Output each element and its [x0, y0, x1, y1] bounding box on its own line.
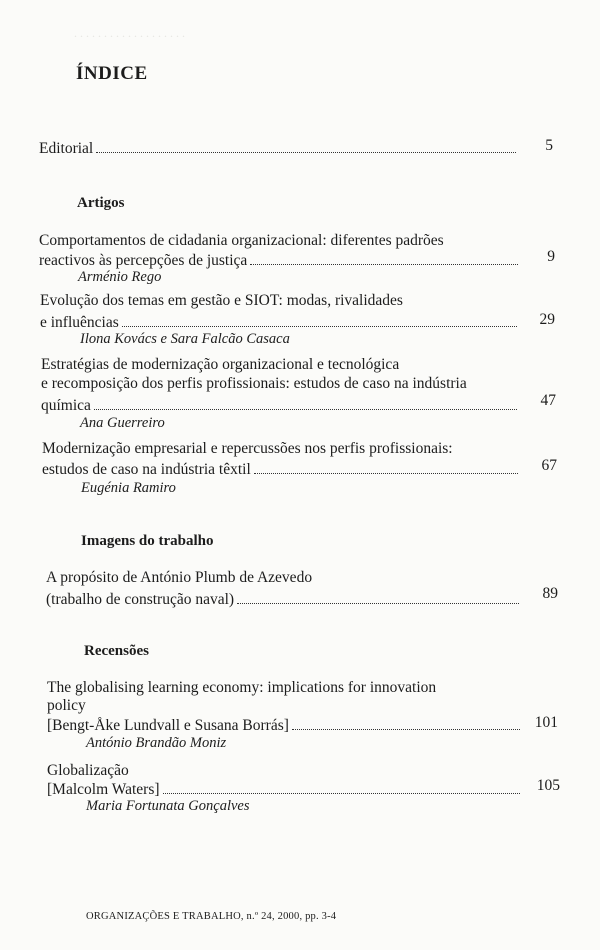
section-heading-recensoes: Recensões [84, 643, 149, 659]
toc-entry-title-line[interactable]: policy [47, 697, 86, 714]
page-title: ÍNDICE [76, 63, 148, 84]
toc-entry-title-line[interactable]: The globalising learning economy: implications for innovation [47, 679, 437, 696]
toc-entry-author: Arménio Rego [78, 269, 162, 285]
section-heading-imagens-do-trabalho: Imagens do trabalho [81, 533, 214, 549]
toc-entry-author: António Brandão Moniz [86, 735, 227, 751]
toc-entry-title-line[interactable]: Globalização [47, 762, 129, 779]
toc-entry-title-last-line[interactable]: estudos de caso na indústria têxtil [42, 460, 521, 479]
toc-page-number: 105 [536, 777, 560, 794]
toc-entry-title-last-line[interactable]: química [41, 396, 520, 415]
toc-entry-editorial[interactable] [39, 139, 519, 158]
toc-entry-title-line[interactable]: A propósito de António Plumb de Azevedo [46, 569, 313, 586]
section-heading-artigos: Artigos [77, 195, 125, 211]
toc-entry-title-line[interactable]: Evolução dos temas em gestão e SIOT: modas, rivalidades [40, 292, 403, 309]
show-through-text: . . . . . . . . . . . . . . . . . . . [74, 26, 185, 40]
leader-dots [96, 139, 516, 153]
toc-entry-title-last-line[interactable]: (trabalho de construção naval) [46, 590, 522, 609]
toc-page-number: 47 [540, 392, 556, 409]
leader-dots [237, 590, 519, 604]
toc-entry-title-line[interactable]: e recomposição dos perfis profissionais: estudos de caso na indústria [41, 375, 467, 392]
toc-entry-title-last-line[interactable]: [Bengt-Åke Lundvall e Susana Borrás] [47, 716, 523, 735]
toc-page-number: 9 [547, 248, 555, 265]
toc-entry-title-line[interactable]: Modernização empresarial e repercussões nos perfis profissionais: [42, 440, 453, 457]
toc-entry-author: Maria Fortunata Gonçalves [86, 798, 250, 814]
toc-entry-title-last-line[interactable]: reactivos às percepções de justiça [39, 251, 521, 270]
page-footer: ORGANIZAÇÕES E TRABALHO, n.º 24, 2000, pp. 3-4 [86, 911, 337, 922]
toc-entry-title-line[interactable]: Estratégias de modernização organizacional e tecnológica [41, 356, 400, 373]
toc-page-number: 101 [534, 714, 558, 731]
toc-page-number: 89 [542, 585, 558, 602]
toc-entry-title-last-line[interactable]: e influências [40, 313, 520, 332]
toc-entry-author: Ilona Kovács e Sara Falcão Casaca [80, 331, 290, 347]
toc-page-number: 67 [541, 457, 557, 474]
toc-entry-author: Eugénia Ramiro [81, 480, 176, 496]
toc-page-number: 5 [545, 137, 553, 154]
toc-entry-title-last-line[interactable]: [Malcolm Waters] [47, 780, 523, 799]
toc-page-number: 29 [539, 311, 555, 328]
toc-entry-title-line[interactable]: Comportamentos de cidadania organizacional: diferentes padrões [39, 232, 444, 249]
leader-dots [254, 460, 518, 474]
toc-entry-title: Editorial [39, 140, 94, 157]
leader-dots [94, 396, 517, 410]
leader-dots [122, 313, 517, 327]
leader-dots [292, 716, 520, 730]
leader-dots [250, 251, 518, 265]
toc-entry-author: Ana Guerreiro [80, 415, 165, 431]
leader-dots [163, 780, 520, 794]
